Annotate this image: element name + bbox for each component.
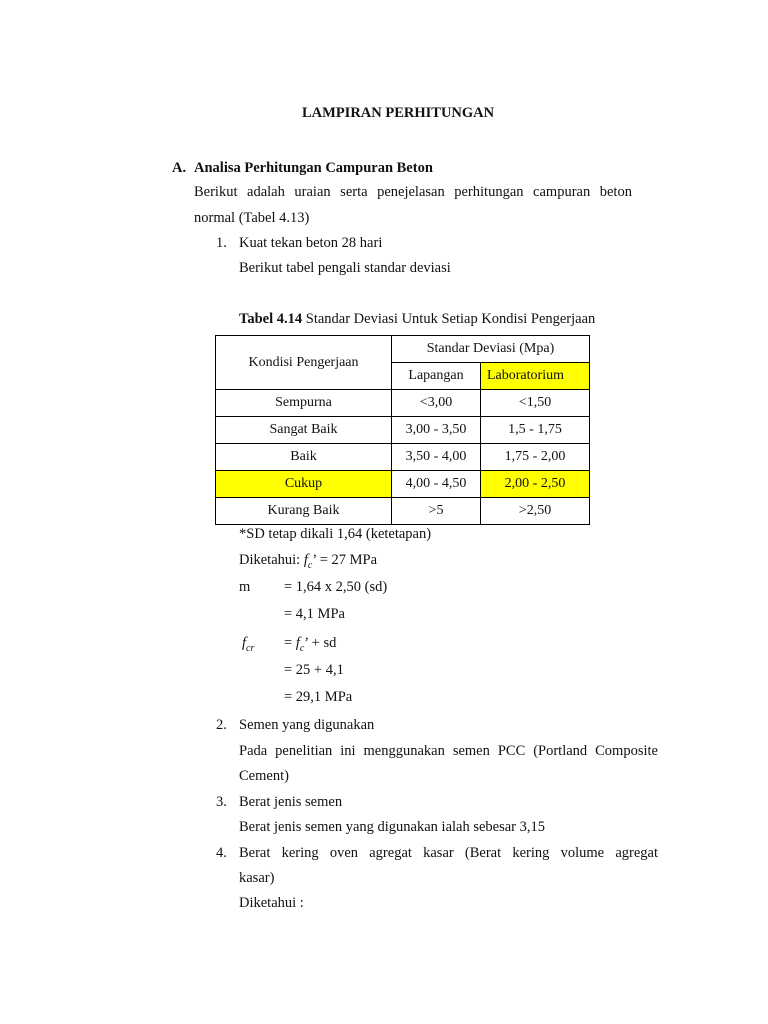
item-4-line-1	[239, 846, 658, 861]
word: Berat	[239, 845, 271, 861]
section-letter: A.	[172, 160, 187, 176]
word: ini	[340, 743, 356, 759]
cell-laboratorium: 1,75 - 2,00	[481, 444, 590, 471]
m-equation-1: = 1,64 x 2,50 (sd)	[284, 579, 388, 595]
intro-line-1	[194, 185, 632, 200]
word: kering	[512, 845, 550, 861]
item-1-subtitle: Berikut tabel pengali standar deviasi	[239, 260, 451, 276]
section-heading: Analisa Perhitungan Campuran Beton	[194, 160, 433, 176]
item-1-title: Kuat tekan beton 28 hari	[239, 235, 383, 251]
item-3-title: Berat jenis semen	[239, 794, 343, 810]
m-equation-2: = 4,1 MPa	[284, 606, 345, 622]
fcr-subscript: cr	[246, 642, 255, 654]
item-4-line-3: Diketahui :	[239, 895, 304, 911]
header-kondisi: Kondisi Pengerjaan	[216, 336, 392, 390]
diketahui-line	[239, 553, 377, 571]
word: kasar	[423, 845, 454, 861]
item-4-number: 4.	[216, 845, 227, 861]
cell-laboratorium: 2,00 - 2,50	[481, 471, 590, 498]
table-row	[216, 444, 590, 471]
cell-laboratorium: <1,50	[481, 390, 590, 417]
word: penejelasan	[377, 184, 445, 200]
m-label: m	[239, 579, 251, 595]
cell-laboratorium: 1,5 - 1,75	[481, 417, 590, 444]
fc-subscript: c	[299, 642, 305, 654]
word: perhitungan	[454, 184, 524, 200]
fcr-eq-pre: =	[284, 635, 296, 651]
intro-line-2: normal (Tabel 4.13)	[194, 210, 310, 226]
word: Pada	[239, 743, 268, 759]
word: agregat	[615, 845, 658, 861]
word: serta	[340, 184, 368, 200]
word: menggunakan	[363, 743, 445, 759]
item-2-title: Semen yang digunakan	[239, 717, 375, 733]
table-caption-text: Standar Deviasi Untuk Setiap Kondisi Pengerjaan	[305, 311, 596, 327]
table-row	[216, 471, 590, 498]
cell-lapangan: >5	[392, 498, 481, 525]
cell-kondisi: Cukup	[216, 471, 392, 498]
table-caption-number: Tabel 4.14	[239, 311, 303, 327]
fc-value: = 27 MPa	[316, 552, 378, 568]
cell-lapangan: <3,00	[392, 390, 481, 417]
fc-prime: ’	[312, 552, 317, 568]
cell-lapangan: 4,00 - 4,50	[392, 471, 481, 498]
table-row	[216, 498, 590, 525]
word: beton	[599, 184, 632, 200]
word: uraian	[294, 184, 331, 200]
word: (Berat	[464, 845, 502, 861]
word: penelitian	[275, 743, 333, 759]
item-2-line-1	[239, 744, 658, 759]
fc-subscript: c	[307, 559, 313, 571]
fcr-symbol: f	[242, 635, 247, 651]
cell-kondisi: Sempurna	[216, 390, 392, 417]
item-4-line-2: kasar)	[239, 870, 275, 886]
word: oven	[329, 845, 359, 861]
fc-symbol: f	[295, 635, 300, 651]
fcr-equation-3: = 29,1 MPa	[284, 689, 353, 705]
table-caption	[239, 312, 595, 327]
cell-kondisi: Baik	[216, 444, 392, 471]
item-3-number: 3.	[216, 794, 227, 810]
sd-note: *SD tetap dikali 1,64 (ketetapan)	[239, 526, 432, 542]
cell-kondisi: Sangat Baik	[216, 417, 392, 444]
header-lapangan: Lapangan	[392, 363, 481, 390]
item-1-number: 1.	[216, 235, 227, 251]
word: agregat	[369, 845, 412, 861]
cell-kondisi: Kurang Baik	[216, 498, 392, 525]
fcr-equation-1	[284, 636, 336, 654]
fcr-eq-post: ’ + sd	[304, 635, 337, 651]
word: volume	[560, 845, 605, 861]
word: kering	[281, 845, 319, 861]
item-3-line-1: Berat jenis semen yang digunakan ialah sebesar 3,15	[239, 819, 546, 835]
word: adalah	[247, 184, 285, 200]
header-standar-deviasi: Standar Deviasi (Mpa)	[392, 336, 590, 363]
item-2-number: 2.	[216, 717, 227, 733]
diketahui-label: Diketahui:	[239, 552, 304, 568]
fcr-label	[242, 636, 254, 654]
cell-lapangan: 3,50 - 4,00	[392, 444, 481, 471]
word: (Portland	[533, 743, 588, 759]
word: semen	[452, 743, 490, 759]
table-row	[216, 390, 590, 417]
page-title: LAMPIRAN PERHITUNGAN	[302, 105, 495, 121]
item-2-line-2: Cement)	[239, 768, 289, 784]
fcr-equation-2: = 25 + 4,1	[284, 662, 344, 678]
word: Berikut	[194, 184, 238, 200]
header-laboratorium: Laboratorium	[481, 363, 590, 390]
word: Composite	[595, 743, 658, 759]
standard-deviation-table	[215, 335, 590, 525]
cell-lapangan: 3,00 - 3,50	[392, 417, 481, 444]
word: PCC	[497, 743, 526, 759]
cell-laboratorium: >2,50	[481, 498, 590, 525]
fc-symbol: f	[303, 552, 308, 568]
word: campuran	[533, 184, 591, 200]
table-row	[216, 417, 590, 444]
